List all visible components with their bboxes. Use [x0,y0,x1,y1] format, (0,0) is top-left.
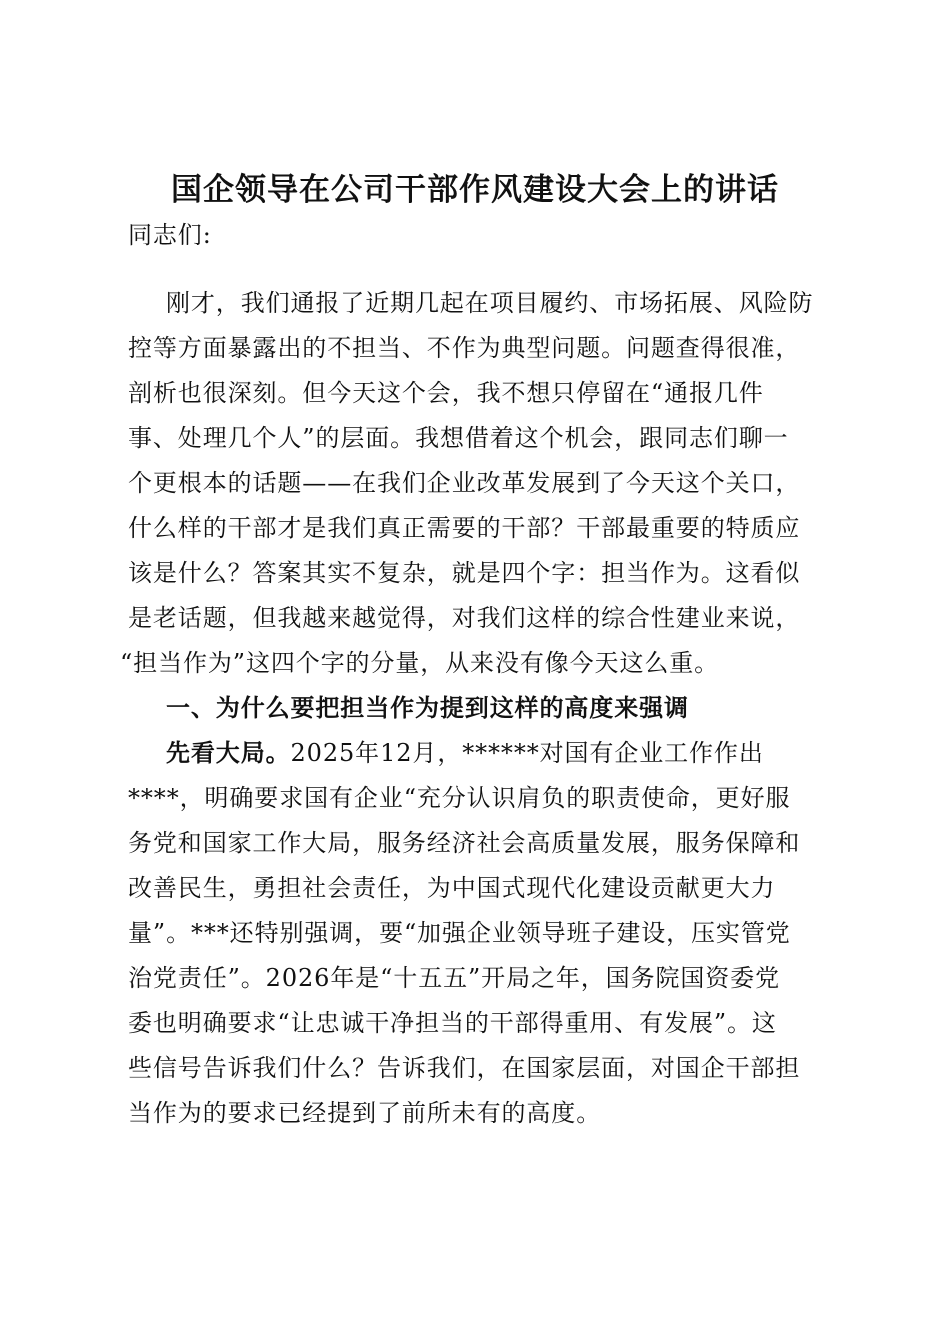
line-text: 2025年12月，******对国有企业工作作出 [290,739,764,767]
paragraph-line: 该是什么？答案其实不复杂，就是四个字：担当作为。这看似 [128,559,801,587]
paragraph-line: 委也明确要求“让忠诚干净担当的干部得重用、有发展”。这 [128,1009,777,1037]
paragraph-line: 个更根本的话题——在我们企业改革发展到了今天这个关口， [128,469,801,497]
paragraph-line: 是老话题，但我越来越觉得，对我们这样的综合性建业来说， [128,604,801,632]
paragraph-line: 当作为的要求已经提到了前所未有的高度。 [128,1099,602,1127]
paragraph-line: 务党和国家工作大局，服务经济社会高质量发展，服务保障和 [128,829,801,857]
lead-phrase: 先看大局。 [166,738,291,767]
paragraph-line: 刚才，我们通报了近期几起在项目履约、市场拓展、风险防 [166,289,814,317]
salutation: 同志们: [128,221,212,249]
paragraph-line: ****，明确要求国有企业“充分认识肩负的职责使命，更好服 [128,784,791,812]
paragraph-line: 剖析也很深刻。但今天这个会，我不想只停留在“通报几件 [128,379,764,407]
paragraph-line: 控等方面暴露出的不担当、不作为典型问题。问题查得很准， [128,334,801,362]
paragraph-line: 什么样的干部才是我们真正需要的干部？干部最重要的特质应 [128,514,801,542]
paragraph-line: 些信号告诉我们什么？告诉我们，在国家层面，对国企干部担 [128,1054,801,1082]
section-heading: 一、为什么要把担当作为提到这样的高度来强调 [166,693,689,722]
paragraph-line: “担当作为”这四个字的分量，从来没有像今天这么重。 [120,649,720,677]
paragraph-line: 量”。***还特别强调，要“加强企业领导班子建设，压实管党 [128,919,791,947]
paragraph-line [166,738,764,768]
paragraph-line: 事、处理几个人”的层面。我想借着这个机会，跟同志们聊一 [128,424,789,452]
paragraph-line: 改善民生，勇担社会责任，为中国式现代化建设贡献更大力 [128,874,776,902]
document-title: 国企领导在公司干部作风建设大会上的讲话 [171,172,779,208]
paragraph-line: 治党责任”。2026年是“十五五”开局之年，国务院国资委党 [128,964,780,992]
